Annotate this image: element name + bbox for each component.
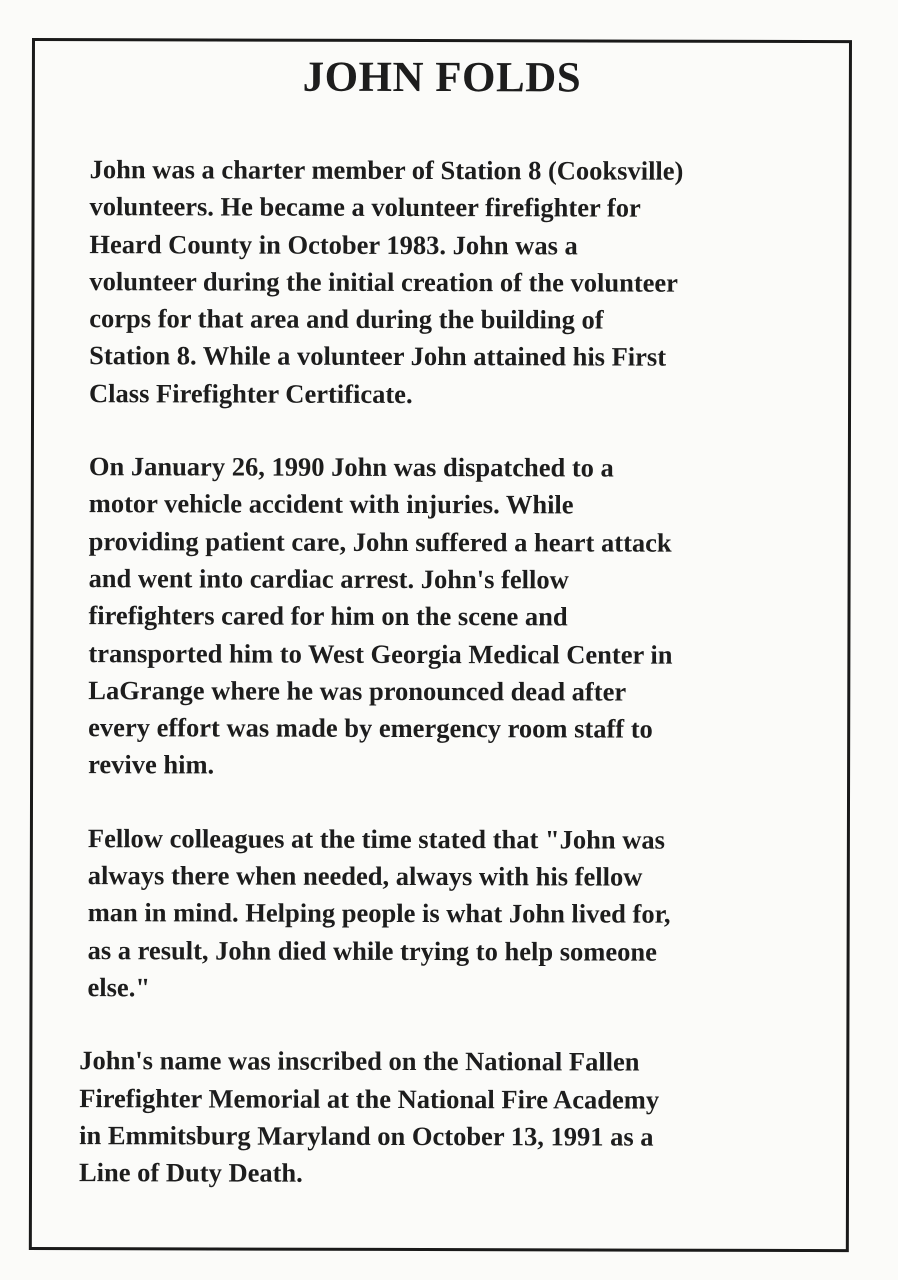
text-line: John's name was inscribed on the National Fallen bbox=[79, 1045, 640, 1077]
document-body bbox=[78, 151, 810, 1229]
text-line: Class Firefighter Certificate. bbox=[89, 377, 413, 409]
paragraph-incident bbox=[88, 448, 809, 786]
text-line: corps for that area and during the building of bbox=[89, 303, 604, 335]
text-line: every effort was made by emergency room staff to bbox=[88, 712, 653, 744]
text-line: firefighters cared for him on the scene and bbox=[88, 600, 568, 632]
text-line: volunteer during the initial creation of the volunteer bbox=[89, 266, 679, 298]
document-border-frame bbox=[29, 38, 852, 1252]
text-line: always there when needed, always with his fellow bbox=[87, 860, 643, 892]
text-line: as a result, John died while trying to help someone bbox=[87, 934, 657, 967]
text-line: On January 26, 1990 John was dispatched to a bbox=[88, 451, 614, 483]
text-line: else." bbox=[87, 972, 151, 1003]
text-line: motor vehicle accident with injuries. While bbox=[88, 488, 574, 520]
paragraph-colleagues-quote bbox=[87, 820, 807, 1008]
document-title: JOHN FOLDS bbox=[302, 53, 582, 102]
text-line: revive him. bbox=[88, 749, 215, 780]
text-line: John was a charter member of Station 8 (Cooksville) bbox=[89, 154, 684, 186]
text-line: providing patient care, John suffered a heart attack bbox=[88, 525, 672, 558]
paragraph-membership bbox=[89, 151, 810, 414]
text-line: and went into cardiac arrest. John's fellow bbox=[88, 563, 569, 595]
text-line: transported him to West Georgia Medical Center in bbox=[88, 637, 673, 670]
text-line: in Emmitsburg Maryland on October 13, 1991 as a bbox=[79, 1119, 654, 1152]
text-line: LaGrange where he was pronounced dead after bbox=[88, 675, 627, 707]
text-line: Fellow colleagues at the time stated that "John was bbox=[87, 822, 665, 855]
text-line: volunteers. He became a volunteer firefighter for bbox=[89, 191, 641, 223]
paragraph-memorial bbox=[79, 1042, 807, 1193]
text-line: Station 8. While a volunteer John attained his First bbox=[89, 340, 667, 373]
text-line: man in mind. Helping people is what John lived for, bbox=[87, 897, 671, 930]
text-line: Heard County in October 1983. John was a bbox=[89, 228, 578, 261]
text-line: Line of Duty Death. bbox=[78, 1157, 303, 1188]
text-line: Firefighter Memorial at the National Fire Academy bbox=[79, 1082, 660, 1115]
